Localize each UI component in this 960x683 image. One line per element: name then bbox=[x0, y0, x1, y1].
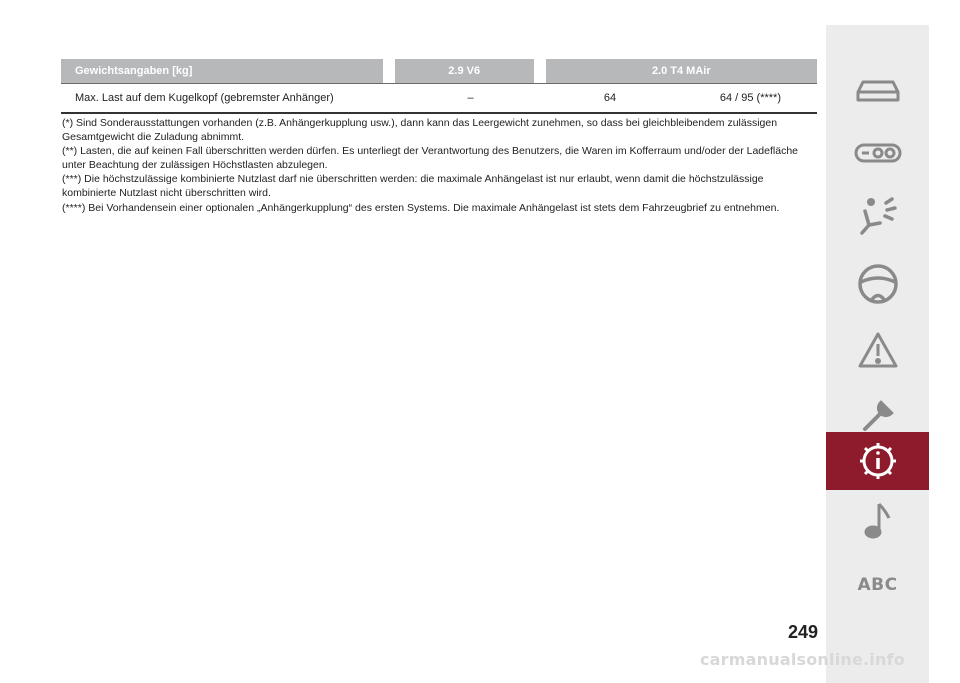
cell-2-0-t4-a: 64 bbox=[603, 92, 617, 104]
watermark: carmanualsonline.info bbox=[700, 650, 905, 669]
cell-2-9-v6: – bbox=[467, 92, 474, 104]
chapter-sidebar bbox=[826, 25, 929, 683]
page-number: 249 bbox=[787, 622, 818, 642]
table-bottom-rule bbox=[61, 112, 817, 114]
header-2-0-t4: 2.0 T4 MAir bbox=[546, 59, 817, 83]
dashboard-icon[interactable] bbox=[826, 124, 929, 182]
footnote-4: (****) Bei Vorhandensein einer optionalen „Anhängerkupplung“ des ersten Systems. Die maximale Anhängelast ist stets dem Fahrzeugbrief zu entnehmen. bbox=[62, 201, 780, 214]
music-note-icon[interactable] bbox=[826, 491, 929, 549]
footnote-2: (**) Lasten, die auf keinen Fall überschritten werden dürfen. Es unterliegt der Verantwortung des Benutzers, die Waren im Kofferraum und/oder der Ladefläche unter Beachtung der zulässigen Höchstlasten abzulegen. bbox=[62, 145, 798, 171]
airbag-icon[interactable] bbox=[826, 186, 929, 244]
abc-icon[interactable] bbox=[826, 556, 929, 614]
info-gear-icon[interactable] bbox=[826, 432, 929, 490]
table-header bbox=[61, 59, 817, 83]
header-2-9-v6: 2.9 V6 bbox=[395, 59, 534, 83]
footnotes bbox=[62, 117, 814, 216]
footnote-1: (*) Sind Sonderausstattungen vorhanden (z.B. Anhängerkupplung usw.), dann kann das Leergewicht zunehmen, so dass bei gleichbleibendem zulässigen Gesamtgewicht die Zuladung abnimmt. bbox=[62, 117, 778, 143]
cell-2-0-t4-b: 64 / 95 (****) bbox=[719, 92, 781, 104]
car-icon[interactable] bbox=[826, 62, 929, 120]
steering-wheel-icon[interactable] bbox=[826, 255, 929, 313]
header-weights: Gewichtsangaben [kg] bbox=[61, 59, 383, 83]
footnote-3: (***) Die höchstzulässige kombinierte Nutzlast darf nie überschritten werden: die maximale Anhängelast ist nur erlaubt, wenn damit die höchstzulässige kombinierte Nutzlast nicht überschritten wird. bbox=[62, 173, 764, 199]
weights-table bbox=[61, 59, 817, 114]
warning-icon[interactable] bbox=[826, 321, 929, 379]
row-label: Max. Last auf dem Kugelkopf (gebremster Anhänger) bbox=[75, 92, 334, 104]
table-row bbox=[61, 84, 817, 112]
abc-label: ABC bbox=[857, 575, 898, 595]
